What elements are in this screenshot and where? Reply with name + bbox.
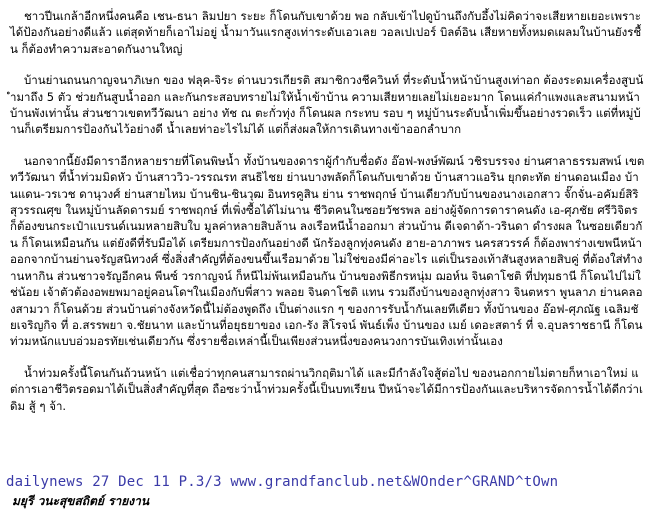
- reporter-byline: มยุรี วนะสุขสถิตย์ รายงาน: [12, 494, 150, 508]
- article-paragraph-celebrities-affected: นอกจากนี้ยังมีดาราอีกหลายรายที่โดนพิษน้ำ ทั้งบ้านของดาราผู้กำกับชื่อดัง อ๊อฟ-พงษ์พัฒน์ วชิรบรรจง ย่านศาลาธรรมสพน์ เขตทวีวัฒนา ที่น้ำท่วมมิดหัว บ้านสาววิว-วรรณรท สนธิไชย ย่านบางพลัดก็โดนกับเขาด้วย บ้านสาวแอริน ยุกตะทัต ย่านดอนเมือง บ้านแดน-วรเวช ดานุวงศ์ ย่านสายไหม บ้านชิน-ชินวุฒ อินทรคูสิน ย่าน ราชพฤกษ์ บ้านเดียวกับบ้านของนางเอกสาว จั๊กจั่น-อคัมย์สิริ สุวรรณศุข ในหมู่บ้านลัดดารมย์ ราชพฤกษ์ ที่เพิ่งซื้อได้ไม่นาน ชีวิตคนในซอยวัชรพล อย่างผู้จัดการดาราคนดัง เอ-ศุภชัย ศรีวิจิตร ก็ต้องขนกระเป๋าแบรนด์เนมหลายสิบใบ มูลค่าหลายสิบล้าน ลงเรือหนีน้ำออกมา ส่วนบ้าน ดีเจดาด้า-วรินดา ดำรงผล ในซอยเดียวกัน ก็โดนเหมือนกัน แต่ยังดีที่รับมือได้ เตรียมการป้องกันอย่างดี นักร้องลูกทุ่งคนดัง ฮาย-อาภาพร นครสวรรค์ ก็ต้องพาร่างเขพนีหน้าออกจากบ้านย่านจรัญสนิทวงศ์ ซึ่งสิ่งสำคัญที่ต้องขนขึ้นเรือมาด้วย ไม่ใช่ของมีค่าอะไร แต่เป็นรองเท้าสันสูงหลายสิบคู่ ที่ต้องใส่ทำงานหากิน ส่วนชาวจรัญอีกคน พีนซ์ วรกาญจน์ ก็หนีไม่พ้นเหมือนกัน บ้านของพิธีกรหนุ่ม ฌอห์น จินดาโชติ ที่ปทุมธานี ก็โดนไปไม่ใช่น้อย เจ้าตัวต้องอพยพมาอยู่คอนโดฯในเมืองกับพี่สาว พลอย จินดาโชติ แทน รวมถึงบ้านของลูกทุ่งสาว จินตหรา พูนลาภ ย่านคลองสามวา ก็โดนด้วย ส่วนบ้านต่างจังหวัดนี้ไม่ต้องพูดถึง เป็นต่างแรก ๆ ของการรับน้ำกันเลยทีเดียว ทั้งบ้านของ อ๊อฟ-ศุภณัฐ เฉลิมชัยเจริญกิจ ที่ อ.สรรพยา จ.ชัยนาท และบ้านที่อยุธยาของ เอก-รัง สิโรจน์ พันธ์เพ็ง บ้านของ เมย์ เดอะสตาร์ ที่ จ.อุบลราชธานี ก็โดนท่วมหนักแบบอ่วมอรทัยเช่นเดียวกัน ซึ่งรายชื่อเหล่านี้เป็นเพียงส่วนหนึ่งของคนวงการบันเทิงเท่านั้นเอง: [10, 153, 645, 349]
- article-paragraph-chen-thana: ชาวปีนเกล้าอีกหนึ่งคนคือ เชน-ธนา ลิมปยา ระยะ ก็โดนกับเขาด้วย พอ กลับเข้าไปดูบ้านถึงกับอึ้งไม่คิดว่าจะเสียหายเยอะเพราะได้ป้องกันอย่างดีแล้ว แต่สุดท้ายก็เอาไม่อยู่ น้ำมาวันแรกสูงเท่าระดับเอวเลย วอลเปเปอร์ บิลต์อิน เสียหายทั้งหมดเผลมในบ้านยังรชื้น ก็ต้องทำความสะอาดกันงานใหญ่: [10, 9, 642, 56]
- article-paragraph-fluke-jira: บ้านย่านถนนกาญจนาภิเษก ของ ฟลุค-จิระ ด่านบวรเกียรติ สมาชิกวงชีควินท์ ที่ระดับน้ำหน้าบ้านสูงเท่าอก ต้องระดมเครื่องสูบน้ำมาถึง 5 ตัว ช่วยกันสูบน้ำออก และกันกระสอบทรายไม่ให้น้ำเข้าบ้าน ความเสียหายเลยไม่เยอะมาก โดนแค่กำแพงและสนามหน้าบ้านพังเท่านั้น ส่วนชาวเขตทวีวัฒนา อย่าง ทัช ณ ตะกั่วทุ่ง ก็โดนผล กระทบ รอบ ๆ หมู่บ้านระดับน้ำเพิ่มขึ้นอย่างรวดเร็ว แต่ที่หมู่บ้านก็เตรียมการป้องกันไว้อย่างดี น้ำเลยท่าอะไรไม่ได้ แต่ก็ส่งผลให้การเดินทางเข้าออกลำบาก: [10, 73, 644, 137]
- paragraph-spacer: [10, 350, 645, 365]
- paragraph-spacer: [10, 138, 645, 153]
- paragraph-spacer: [10, 57, 645, 72]
- source-caption: dailynews 27 Dec 11 P.3/3 www.grandfanclub.net&WOnder^GRAND^tOwn: [6, 474, 559, 490]
- article-paragraph-conclusion: น้ำท่วมครั้งนี้โดนกันถ้วนหน้า แต่เชื่อว่าทุกคนสามารถผ่านวิกฤติมาได้ และมีกำลังใจสู้ต่อไป ของนอกกายไม่ตายก็หาเอาใหม่ แต่การเอาชีวิตรอดมาได้เป็นสิ่งสำคัญที่สุด ถือซะว่าน้ำท่วมครั้งนี้เป็นบทเรียน ปีหน้าจะได้มีการป้องกันและบริหารจัดการน้ำได้ดีกว่าเดิม สู้ ๆ จ้า.: [10, 365, 643, 413]
